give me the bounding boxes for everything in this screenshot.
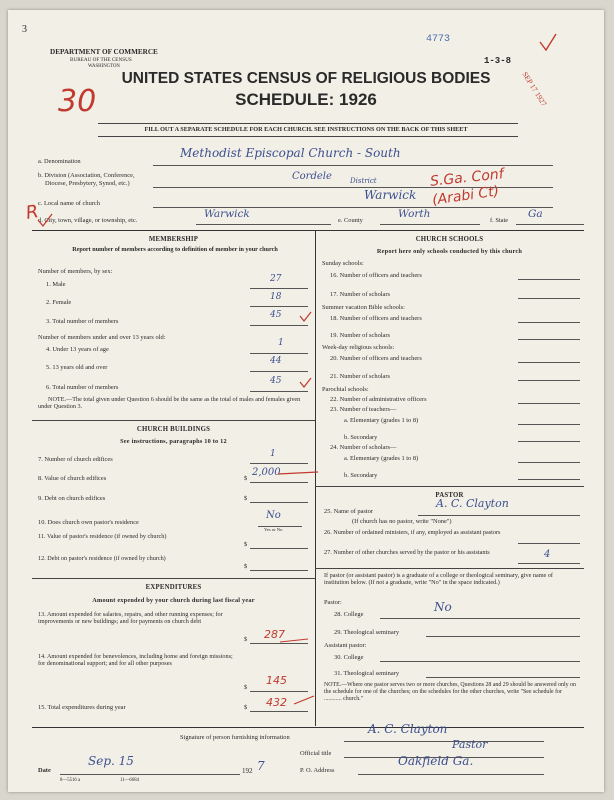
date-label: Date xyxy=(38,767,51,774)
expenditures-title: EXPENDITURES xyxy=(145,584,202,591)
q1-label: 1. Male xyxy=(46,281,66,288)
buildings-sub: See instructions, paragraphs 10 to 12 xyxy=(120,438,227,445)
form-subtitle: SCHEDULE: 1926 xyxy=(235,90,377,109)
dept-name: DEPARTMENT OF COMMERCE xyxy=(50,48,158,56)
q28-label: 28. College xyxy=(334,611,364,618)
q3-value: 45 xyxy=(270,310,282,320)
q6-value: 45 xyxy=(270,376,282,386)
age-header: Number of members under and over 13 years old: xyxy=(38,334,166,341)
q5-label: 5. 13 years old and over xyxy=(46,364,108,371)
q3-label: 3. Total number of members xyxy=(46,318,119,325)
official-title-value: Pastor xyxy=(452,738,488,751)
q12-label: 12. Debt on pastor's residence (if owned by church) xyxy=(38,555,166,562)
check-mark-icon xyxy=(300,378,311,387)
yes-no-hint: Yes or No xyxy=(264,527,283,532)
city-value: Warwick xyxy=(204,208,250,220)
q4-label: 4. Under 13 years of age xyxy=(46,346,109,353)
strike-stroke xyxy=(294,696,314,704)
q17-label: 17. Number of scholars xyxy=(330,291,390,298)
pastor-title: PASTOR xyxy=(435,492,464,499)
check-mark-icon xyxy=(540,34,556,50)
q24a-label: a. Elementary (grades 1 to 8) xyxy=(344,455,419,462)
state-value: Ga xyxy=(528,208,543,220)
q13-dollar: $ xyxy=(244,636,248,643)
buildings-title: CHURCH BUILDINGS xyxy=(136,426,211,433)
assistant-label: Assistant pastor: xyxy=(324,642,367,649)
q24b-label: b. Secondary xyxy=(344,472,378,479)
q16-label: 16. Number of officers and teachers xyxy=(330,272,422,279)
city-name: WASHINGTON xyxy=(88,64,120,69)
handwritten-number: 30 xyxy=(58,84,97,119)
year-value: 7 xyxy=(257,759,265,773)
q9-label: 9. Debt on church edifices xyxy=(38,495,106,502)
denomination-value: Methodist Episcopal Church - South xyxy=(180,146,401,160)
q14-value: 145 xyxy=(266,674,287,687)
q31-label: 31. Theological seminary xyxy=(334,670,400,677)
county-label: e. County xyxy=(338,217,363,224)
church-name-red-annotation: (Arabi Ct) xyxy=(431,183,501,209)
schools-sub: Report here only schools conducted by this church xyxy=(376,248,523,255)
expenditures-sub: Amount expended by your church during last fiscal year xyxy=(92,597,255,604)
city-label: d. City, town, village, or township, etc. xyxy=(38,217,138,224)
check-mark-icon xyxy=(38,214,52,226)
q8-value: 2,000 xyxy=(252,467,281,478)
q28-value: No xyxy=(434,600,452,614)
form-number-2: 11—6684 xyxy=(120,778,140,783)
q29-label: 29. Theological seminary xyxy=(334,629,400,636)
pastor-label: Pastor: xyxy=(324,599,342,606)
q13-value: 287 xyxy=(264,628,285,641)
form-code: 1-3-8 xyxy=(484,56,512,66)
q27-value: 4 xyxy=(544,549,551,560)
division-label: b. Division (Association, Conference, xyxy=(38,172,135,179)
q25-label: 25. Name of pastor xyxy=(324,508,373,515)
check-mark-icon xyxy=(300,312,311,321)
q7-label: 7. Number of church edifices xyxy=(38,456,113,463)
po-address-value: Oakfield Ga. xyxy=(398,754,474,768)
q13-label: 13. Amount expended for salaries, repairs, and other running expenses; for improvements or new buildings; and for payments on church debt xyxy=(38,611,223,626)
q2-label: 2. Female xyxy=(46,299,72,306)
q10-label: 10. Does church own pastor's residence xyxy=(38,519,139,526)
state-label: f. State xyxy=(490,217,509,224)
division-label-2: Diocese, Presbytery, Synod, etc.) xyxy=(45,180,130,187)
q23-label: 23. Number of teachers— xyxy=(330,406,397,413)
q15-dollar: $ xyxy=(244,704,248,711)
instruction-line: FILL OUT A SEPARATE SCHEDULE FOR EACH CHURCH. SEE INSTRUCTIONS ON THE BACK OF THIS SHEET xyxy=(144,126,468,133)
pastor-note: NOTE.—Where one pastor serves two or more churches, Questions 28 and 29 should be answered only on the schedule for one of the churches; on the schedules for the other churches, write "See schedule for ............ church." xyxy=(324,682,576,702)
church-name-value: Warwick xyxy=(364,188,417,202)
po-address-label: P. O. Address xyxy=(300,767,335,774)
strike-stroke xyxy=(278,472,318,474)
red-annotation-strokes xyxy=(8,10,604,792)
sunday-label: Sunday schools: xyxy=(322,260,364,267)
serial-number: 4773 xyxy=(426,34,451,45)
q5-value: 44 xyxy=(270,356,282,366)
official-title-label: Official title xyxy=(300,750,332,757)
q10-value: No xyxy=(266,510,281,521)
q23b-label: b. Secondary xyxy=(344,434,378,441)
q15-label: 15. Total expenditures during year xyxy=(38,704,126,711)
strike-stroke xyxy=(280,639,308,642)
q4-value: 1 xyxy=(278,338,284,348)
membership-title: MEMBERSHIP xyxy=(148,236,199,243)
q18-label: 18. Number of officers and teachers xyxy=(330,315,422,322)
q7-value: 1 xyxy=(270,449,276,459)
q21-label: 21. Number of scholars xyxy=(330,373,390,380)
form-number: 8—5516 a xyxy=(60,778,81,783)
bureau-name: BUREAU OF THE CENSUS xyxy=(70,57,132,63)
q20-label: 20. Number of officers and teachers xyxy=(330,355,422,362)
date-value: Sep. 15 xyxy=(88,754,134,768)
received-stamp: SEP 17 1927 xyxy=(520,70,549,108)
q9-dollar: $ xyxy=(244,495,248,502)
q1-value: 27 xyxy=(270,274,282,284)
q15-value: 432 xyxy=(266,696,287,709)
q12-dollar: $ xyxy=(244,563,248,570)
q11-label: 11. Value of pastor's residence (if owned by church) xyxy=(38,533,167,540)
q27-label: 27. Number of other churches served by the pastor or his assistants xyxy=(324,549,490,556)
q30-label: 30. College xyxy=(334,654,364,661)
division-value: Cordele xyxy=(292,171,332,182)
parochial-label: Parochial schools: xyxy=(322,386,369,393)
q14-label: 14. Amount expended for benevolences, including home and foreign missions; for denominational support; and for all other purposes xyxy=(38,653,233,668)
q24-label: 24. Number of scholars— xyxy=(330,444,397,451)
church-name-label: c. Local name of church xyxy=(38,200,100,207)
year-printed: 192 xyxy=(242,767,253,775)
q2-value: 18 xyxy=(270,292,282,302)
q19-label: 19. Number of scholars xyxy=(330,332,390,339)
summer-label: Summer vacation Bible schools: xyxy=(322,304,405,311)
q6-label: 6. Total number of members xyxy=(46,384,119,391)
membership-sub: Report number of members according to definition of member in your church xyxy=(72,246,278,253)
division-red-annotation: S.Ga. Conf xyxy=(429,166,505,190)
division-value-2: District xyxy=(350,177,377,185)
q8-dollar: $ xyxy=(244,475,248,482)
q8-label: 8. Value of church edifices xyxy=(38,475,107,482)
signature-label: Signature of person furnishing information xyxy=(180,734,290,741)
weekday-label: Week-day religious schools: xyxy=(322,344,395,351)
by-sex-label: Number of members, by sex: xyxy=(38,268,113,275)
schools-title: CHURCH SCHOOLS xyxy=(415,236,484,243)
signature-value: A. C. Clayton xyxy=(368,722,448,736)
county-value: Worth xyxy=(398,208,431,220)
membership-note: NOTE.—The total given under Question 6 should be the same as the total of males and females given under Question 3. xyxy=(38,396,301,411)
college-note: If pastor (or assistant pastor) is a graduate of a college or theological seminary, give name of institution below. (If not a graduate, write "No" in the space indicated.) xyxy=(324,572,553,587)
corner-mark: 3 xyxy=(22,24,27,35)
q26-label: 26. Number of ordained ministers, if any, employed as assistant pastors xyxy=(324,529,501,536)
q14-dollar: $ xyxy=(244,684,248,691)
q23a-label: a. Elementary (grades 1 to 8) xyxy=(344,417,419,424)
census-schedule-page xyxy=(8,10,604,792)
q25-note: (If church has no pastor, write "None") xyxy=(352,518,452,525)
denomination-label: a. Denomination xyxy=(38,158,81,165)
q11-dollar: $ xyxy=(244,541,248,548)
q25-value: A. C. Clayton xyxy=(436,497,509,510)
q22-label: 22. Number of administrative officers xyxy=(330,396,427,403)
margin-red-mark: R xyxy=(24,201,41,224)
form-title: UNITED STATES CENSUS OF RELIGIOUS BODIES xyxy=(121,70,491,87)
